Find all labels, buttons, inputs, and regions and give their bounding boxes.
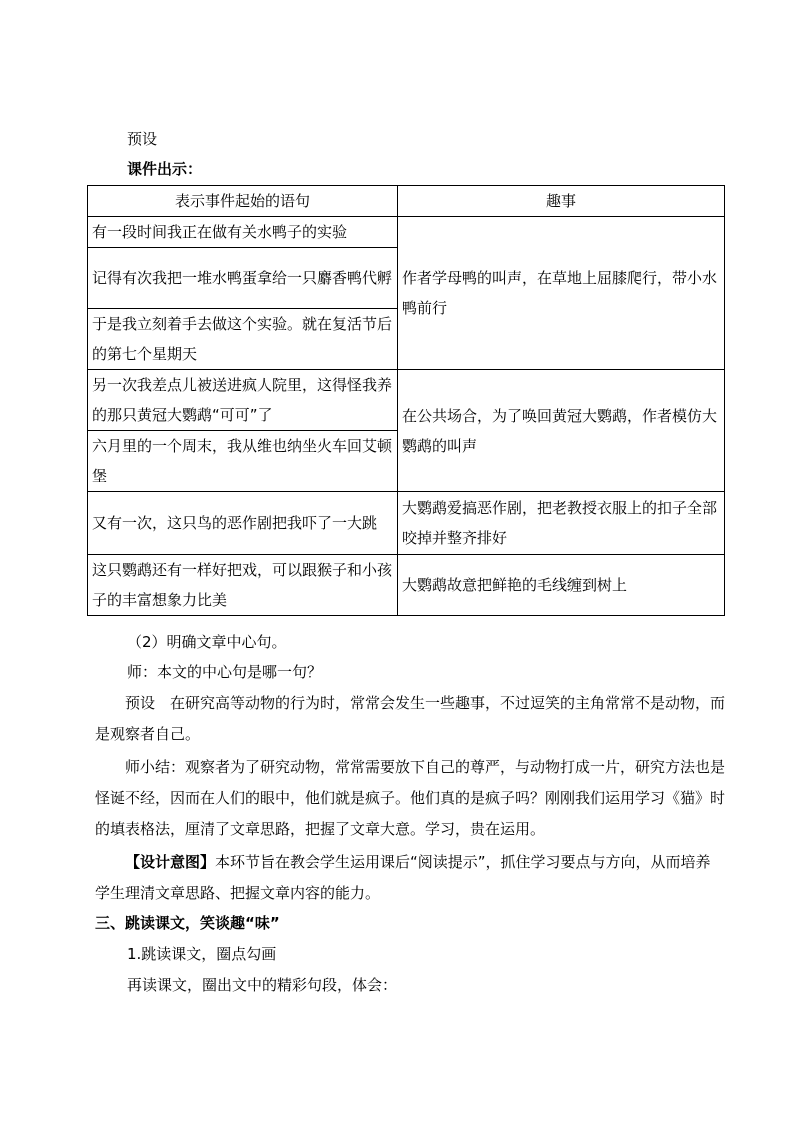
- start-sentence-cell: 又有一次，这只鸟的恶作剧把我吓了一大跳: [88, 492, 398, 555]
- summary-paragraph: [95, 752, 725, 845]
- design-intent-label: 【设计意图】: [125, 853, 216, 871]
- teacher-question: 师：本文的中心句是哪一句？: [127, 663, 323, 681]
- events-table: [87, 185, 725, 616]
- table-row: [88, 217, 725, 248]
- preset-answer-paragraph: [95, 688, 725, 750]
- table-row: [88, 492, 725, 555]
- start-sentence-cell: 这只鹦鹉还有一样好把戏，可以跟猴子和小孩子的丰富想象力比美: [88, 555, 398, 616]
- table-header-row: [88, 186, 725, 217]
- courseware-label: 课件出示：: [127, 160, 203, 178]
- fun-event-cell: 在公共场合，为了唤回黄冠大鹦鹉，作者模仿大鹦鹉的叫声: [398, 370, 725, 492]
- start-sentence-cell: 记得有次我把一堆水鸭蛋拿给一只麝香鸭代孵: [88, 248, 398, 309]
- design-intent-text: 本环节旨在教会学生运用课后“阅读提示”，抓住学习要点与方向，从而培养学生理清文章思路、把握文章内容的能力。: [95, 853, 711, 902]
- table-header: 表示事件起始的语句: [88, 186, 398, 217]
- fun-event-cell: 大鹦鹉故意把鲜艳的毛线缠到树上: [398, 555, 725, 616]
- start-sentence-cell: 另一次我差点儿被送进疯人院里，这得怪我养的那只黄冠大鹦鹉“可可”了: [88, 370, 398, 431]
- table-row: [88, 370, 725, 431]
- fun-event-cell: 大鹦鹉爱搞恶作剧，把老教授衣服上的扣子全部咬掉并整齐排好: [398, 492, 725, 555]
- preset-label: 预设: [127, 130, 158, 148]
- preset-answer-text: 预设 在研究高等动物的行为时，常常会发生一些趣事，不过逗笑的主角常常不是动物，而是观察者自己。: [95, 694, 726, 743]
- reread-instruction: 再读课文，圈出文中的精彩句段，体会：: [127, 976, 398, 994]
- table-row: [88, 555, 725, 616]
- step-2-text: （2）明确文章中心句。: [127, 633, 287, 651]
- start-sentence-cell: 于是我立刻着手去做这个实验。就在复活节后的第七个星期天: [88, 309, 398, 370]
- section-3-heading: 三、跳读课文，笑谈趣“味”: [95, 914, 280, 932]
- step-1-text: 1.跳读课文，圈点勾画: [127, 945, 277, 963]
- summary-text: 师小结：观察者为了研究动物，常常需要放下自己的尊严，与动物打成一片，研究方法也是怪诞不经，因而在人们的眼中，他们就是疯子。他们真的是疯子吗？刚刚我们运用学习《猫》时的填表格法，厘清了文章思路，把握了文章大意。学习，贵在运用。: [95, 758, 726, 838]
- start-sentence-cell: 六月里的一个周末，我从维也纳坐火车回艾顿堡: [88, 431, 398, 492]
- design-intent-paragraph: [95, 847, 725, 909]
- start-sentence-cell: 有一段时间我正在做有关水鸭子的实验: [88, 217, 398, 248]
- fun-event-cell: 作者学母鸭的叫声，在草地上屈膝爬行，带小水鸭前行: [398, 217, 725, 370]
- table-header: 趣事: [398, 186, 725, 217]
